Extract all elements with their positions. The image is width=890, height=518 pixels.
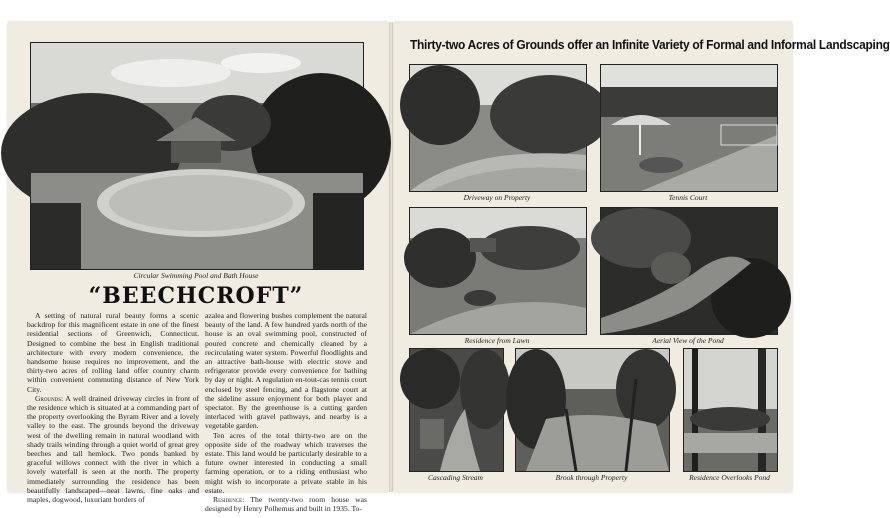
text-column-2 [205,311,367,513]
residence-lawn-caption: Residence from Lawn [464,336,530,345]
grounds-paragraph [27,394,199,504]
page-fold [389,22,393,492]
stream-photo [409,348,504,472]
grounds-label: Grounds: [35,393,64,403]
residence-text: The twenty-two room house was designed by Henry Polhemus and built in 1935. To- [205,495,367,514]
grounds-text: A well drained driveway circles in front of the residence which is situated at a commanding part of the property overlooking the Byram River and a lovely valley to the east. The grounds beyond the driveway west of the dwelling remain in natural woodland with shady trails winding through a quiet world of great grey beeches and tall hemlock. Two ponds banked by graceful willows connect with the river in which a lovely waterfall is seen at the north. The property immediately surrounding the residence has been beautifully landscaped—neat lawns, fine oaks and maples, dogwood, luxuriant borders of [27,393,199,505]
column2-paragraph-1: azalea and flowering bushes complement the natural beauty of the land. A few hundred yards north of the house is an oval swimming pool, constructed of poured concrete and chemically cleaned by a recirculating water system. Powerful floodlights and an attractive bath-house with electric stove and refrigerator provide every convenience for bathing by day or night. A regulation en-tout-cas tennis court enclosed by steel fencing, and a flagstone court at the sideline assure enjoyment for both player and spectator. By the greenhouse is a cutting garden interlaced with gravel pathways, and nearby is a vegetable garden. [205,311,367,431]
stream-caption: Cascading Stream [428,473,483,482]
driveway-caption: Driveway on Property [463,193,531,202]
pond-aerial-photo [600,207,778,335]
brook-photo [515,348,670,472]
text-column-1 [27,311,199,504]
overlook-caption: Residence Overlooks Pond [689,473,770,482]
estate-title: “BEECHCROFT” [88,283,304,309]
residence-label: Residence: [213,495,245,505]
residence-lawn-photo [409,207,587,335]
grounds-heading: Thirty-two Acres of Grounds offer an Infinite Variety of Formal and Informal Landscaping [410,37,890,52]
pool-caption: Circular Swimming Pool and Bath House [133,271,259,280]
pond-aerial-caption: Aerial View of the Pond [652,336,724,345]
column2-paragraph-2: Ten acres of the total thirty-two are on the opposite side of the roadway which traverses the estate. This land would be particularly desirable to a future owner interested in conducting a small farming operation, or to a riding enthusiast who might wish to incorporate a private stable in his estate. [205,430,367,495]
brook-caption: Brook through Property [555,473,628,482]
intro-paragraph: A setting of natural rural beauty forms a scenic backdrop for this magnificent estate in one of the finest residential sections of Greenwich, Connecticut. Designed to combine the best in English traditional architecture with every modern convenience, the handsome house requires no improvement, and the thirty-two acres of rolling land offer country charm within convenient commuting distance of New York City. [27,311,199,394]
driveway-photo [409,64,587,192]
tennis-caption: Tennis Court [668,193,708,202]
pool-photo [30,42,364,270]
residence-paragraph [205,495,367,513]
tennis-photo [600,64,778,192]
overlook-photo [683,348,778,472]
